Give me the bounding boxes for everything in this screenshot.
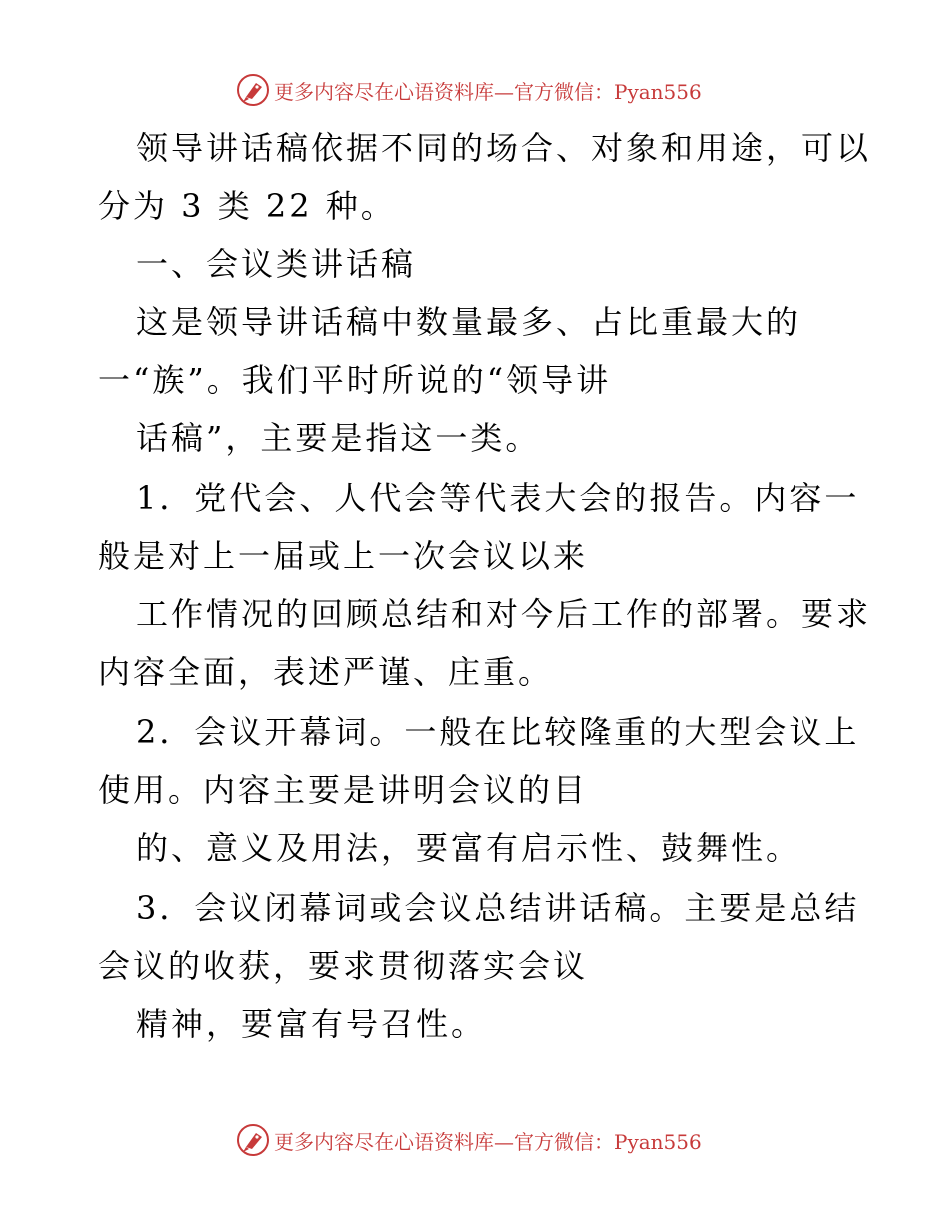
list-item: 1．党代会、人代会等代表大会的报告。内容一 [136, 479, 860, 517]
body-line: 工作情况的回顾总结和对今后工作的部署。要求 [136, 595, 872, 633]
body-line: 使用。内容主要是讲明会议的目 [98, 771, 589, 809]
body-line: 这是领导讲话稿中数量最多、占比重最大的 [136, 303, 802, 341]
footer-banner [236, 1122, 702, 1158]
body-line: 精神，要富有号召性。 [136, 1005, 487, 1043]
header-banner-text: 更多内容尽在心语资料库—官方微信：Pyan556 [274, 79, 702, 104]
body-line: 话稿”，主要是指这一类。 [136, 419, 541, 457]
body-line: 会议的收获，要求贯彻落实会议 [98, 947, 589, 985]
section-heading: 一、会议类讲话稿 [136, 245, 417, 283]
footer-banner-text: 更多内容尽在心语资料库—官方微信：Pyan556 [274, 1129, 702, 1154]
pen-nib-icon [236, 1123, 270, 1157]
body-line: 领导讲话稿依据不同的场合、对象和用途，可以 [136, 129, 872, 167]
list-item: 2．会议开幕词。一般在比较隆重的大型会议上 [136, 713, 860, 751]
body-line: 内容全面，表述严谨、庄重。 [98, 653, 554, 691]
header-banner [236, 72, 702, 108]
body-line: 般是对上一届或上一次会议以来 [98, 537, 589, 575]
body-line: 的、意义及用法，要富有启示性、鼓舞性。 [136, 829, 802, 867]
list-item: 3．会议闭幕词或会议总结讲话稿。主要是总结 [136, 889, 860, 927]
body-line: 一“族”。我们平时所说的“领导讲 [98, 361, 612, 399]
pen-nib-icon [236, 73, 270, 107]
body-line: 分为 3 类 22 种。 [98, 187, 396, 225]
